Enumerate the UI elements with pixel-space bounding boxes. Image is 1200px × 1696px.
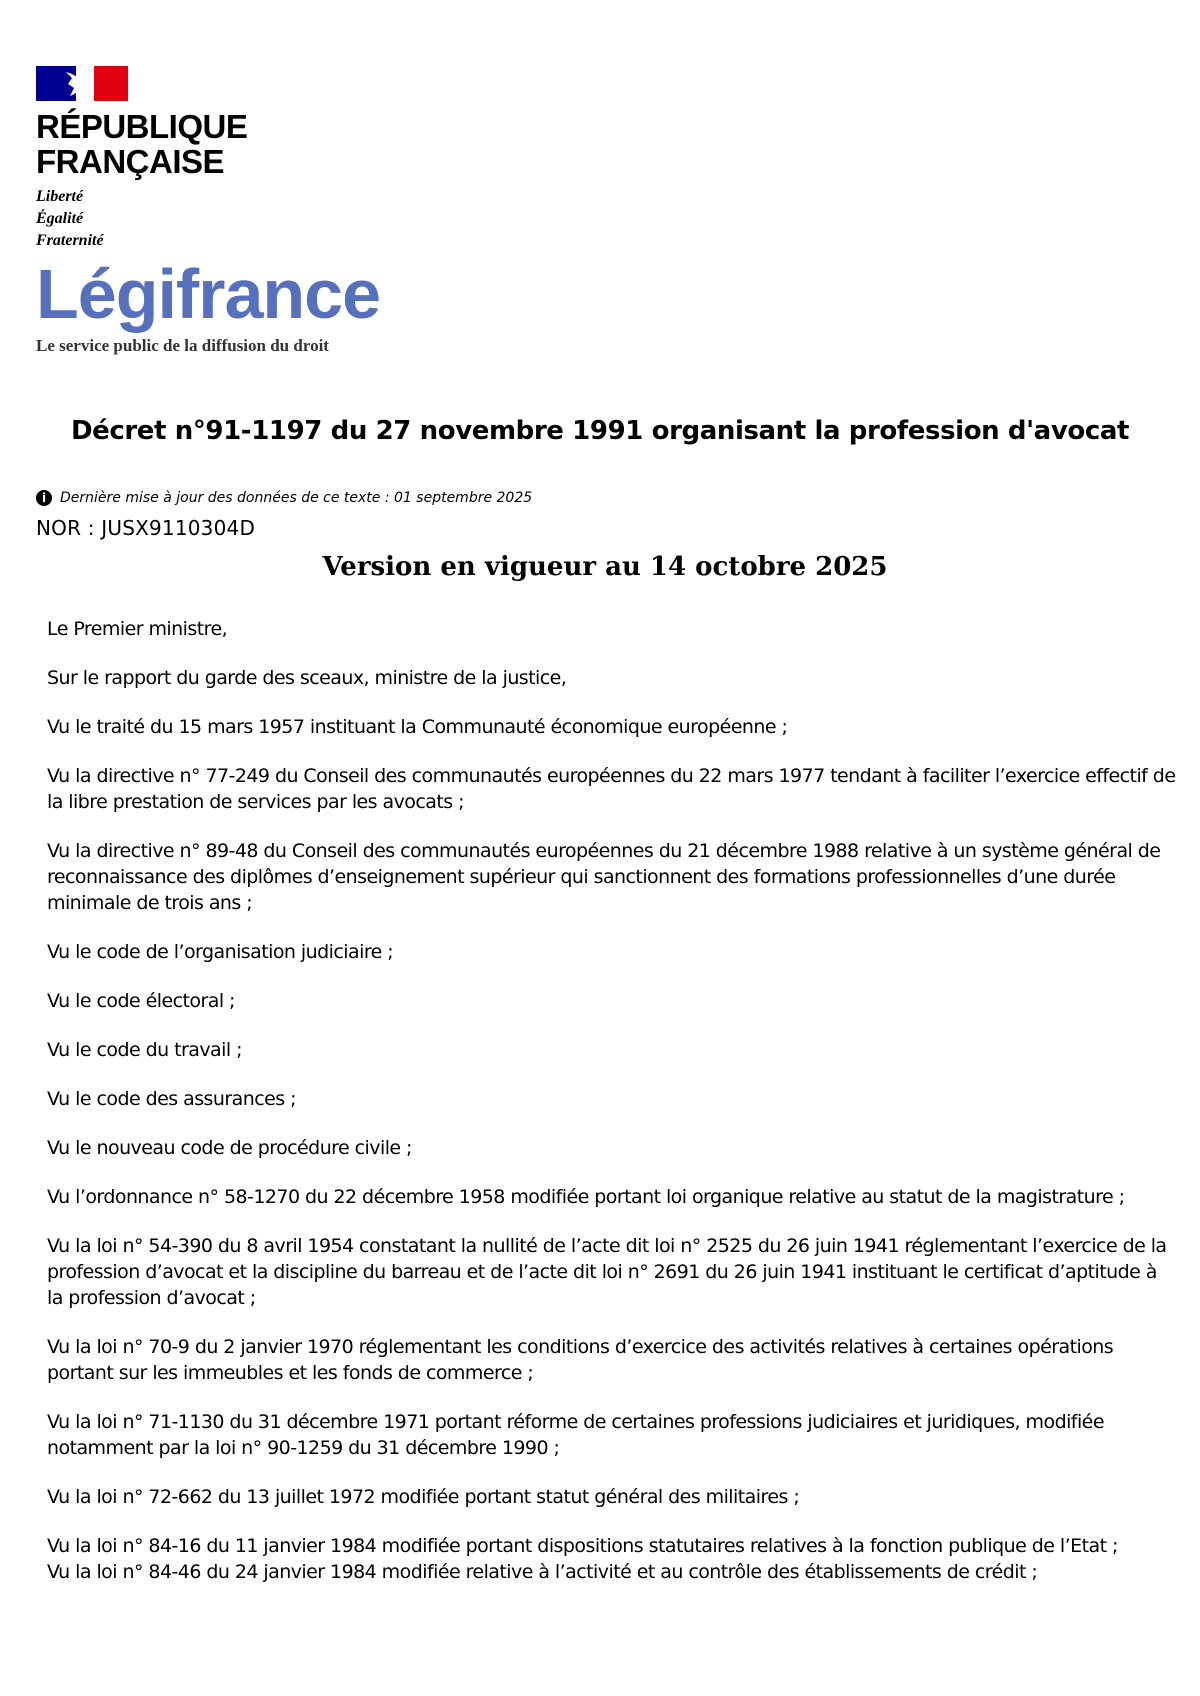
paragraph: Sur le rapport du garde des sceaux, ministre de la justice, [47, 667, 567, 689]
republic-name-line1: RÉPUBLIQUE [36, 108, 248, 145]
republic-motto [36, 186, 436, 252]
legifrance-tagline: Le service public de la diffusion du droit [36, 336, 329, 355]
marianne-emblem [36, 66, 128, 101]
republic-name [36, 109, 436, 179]
paragraph: Vu la loi n° 70-9 du 2 janvier 1970 réglementant les conditions d’exercice des activités relatives à certaines opérations portant sur les immeubles et les fonds de commerce ; [47, 1336, 1114, 1384]
paragraph: Vu l’ordonnance n° 58-1270 du 22 décembre 1958 modifiée portant loi organique relative au statut de la magistrature ; [47, 1186, 1125, 1208]
legifrance-logo: Légifrance [36, 255, 380, 333]
paragraph: Vu la directive n° 77-249 du Conseil des communautés européennes du 22 mars 1977 tendant à faciliter l’exercice effectif de la libre prestation de services par les avocats ; [47, 765, 1176, 813]
paragraph: Vu la directive n° 89-48 du Conseil des communautés européennes du 21 décembre 1988 relative à un système général de reconnaissance des diplômes d’enseignement supérieur qui sanctionnent des formations professionnelles d’une durée minimale de trois ans ; [47, 840, 1161, 914]
paragraph: Vu le traité du 15 mars 1957 instituant la Communauté économique européenne ; [47, 716, 788, 738]
paragraph: Vu le nouveau code de procédure civile ; [47, 1137, 412, 1159]
paragraph: Vu la loi n° 54-390 du 8 avril 1954 constatant la nullité de l’acte dit loi n° 2525 du 26 juin 1941 réglementant l’exercice de la profession d’avocat et la discipline du barreau et de l’acte dit loi n° 2691 du 26 juin 1941 instituant le certificat d’aptitude à la profession d’avocat ; [47, 1235, 1167, 1309]
paragraph: Vu le code de l’organisation judiciaire ; [47, 941, 394, 963]
document-title: Décret n°91-1197 du 27 novembre 1991 organisant la profession d'avocat [70, 416, 1130, 446]
paragraph: Vu le code électoral ; [47, 990, 235, 1012]
document-body [47, 616, 1177, 1608]
paragraph: Vu le code des assurances ; [47, 1088, 296, 1110]
motto-fraternite: Fraternité [36, 232, 104, 249]
paragraph: Vu la loi n° 84-46 du 24 janvier 1984 modifiée relative à l’activité et au contrôle des établissements de crédit ; [47, 1561, 1038, 1583]
republic-name-line2: FRANÇAISE [36, 143, 225, 180]
paragraph: Vu la loi n° 71-1130 du 31 décembre 1971 portant réforme de certaines professions judiciaires et juridiques, modifiée notamment par la loi n° 90-1259 du 31 décembre 1990 ; [47, 1411, 1104, 1459]
info-icon: i [36, 490, 52, 506]
header-logo-block [36, 66, 436, 356]
last-update-line [36, 490, 532, 506]
paragraph: Vu le code du travail ; [47, 1039, 242, 1061]
paragraph: Vu la loi n° 84-16 du 11 janvier 1984 modifiée portant dispositions statutaires relatives à la fonction publique de l’Etat ; [47, 1535, 1118, 1557]
motto-liberte: Liberté [36, 188, 84, 205]
french-flag-icon [36, 66, 128, 101]
last-update-text: Dernière mise à jour des données de ce texte : 01 septembre 2025 [60, 490, 533, 506]
paragraph: Vu la loi n° 72-662 du 13 juillet 1972 modifiée portant statut général des militaires ; [47, 1486, 800, 1508]
version-title: Version en vigueur au 14 octobre 2025 [322, 552, 888, 582]
nor-identifier: NOR : JUSX9110304D [36, 516, 256, 540]
motto-egalite: Égalité [36, 210, 84, 227]
paragraph: Le Premier ministre, [47, 618, 228, 640]
